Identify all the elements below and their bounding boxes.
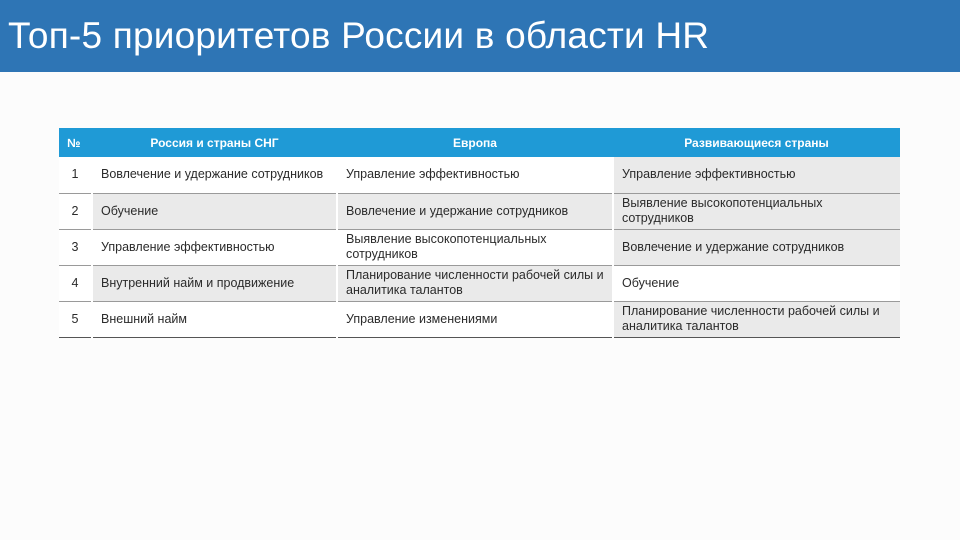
cell-developing: Планирование численности рабочей силы и аналитика талантов: [613, 301, 900, 337]
cell-developing: Выявление высокопотенциальных сотрудников: [613, 193, 900, 229]
header-europe: Европа: [337, 128, 613, 157]
cell-russia: Вовлечение и удержание сотрудников: [92, 157, 337, 193]
table-row: [59, 301, 900, 337]
cell-developing: Управление эффективностью: [613, 157, 900, 193]
row-number: 1: [59, 157, 92, 193]
header-developing: Развивающиеся страны: [613, 128, 900, 157]
cell-europe: Планирование численности рабочей силы и аналитика талантов: [337, 265, 613, 301]
title-bar: [0, 0, 960, 72]
header-number: №: [59, 128, 92, 157]
cell-europe: Выявление высокопотенциальных сотрудников: [337, 229, 613, 265]
row-number: 5: [59, 301, 92, 337]
cell-europe: Вовлечение и удержание сотрудников: [337, 193, 613, 229]
table-header-row: [59, 128, 900, 157]
cell-russia: Внутренний найм и продвижение: [92, 265, 337, 301]
table-row: [59, 265, 900, 301]
cell-europe: Управление изменениями: [337, 301, 613, 337]
cell-russia: Обучение: [92, 193, 337, 229]
cell-developing: Обучение: [613, 265, 900, 301]
hr-priorities-table: [59, 128, 900, 338]
table-row: [59, 193, 900, 229]
header-russia: Россия и страны СНГ: [92, 128, 337, 157]
cell-developing: Вовлечение и удержание сотрудников: [613, 229, 900, 265]
cell-europe: Управление эффективностью: [337, 157, 613, 193]
table-row: [59, 157, 900, 193]
row-number: 4: [59, 265, 92, 301]
cell-russia: Управление эффективностью: [92, 229, 337, 265]
row-number: 3: [59, 229, 92, 265]
row-number: 2: [59, 193, 92, 229]
table-row: [59, 229, 900, 265]
cell-russia: Внешний найм: [92, 301, 337, 337]
slide-title: Топ-5 приоритетов России в области HR: [8, 15, 710, 56]
